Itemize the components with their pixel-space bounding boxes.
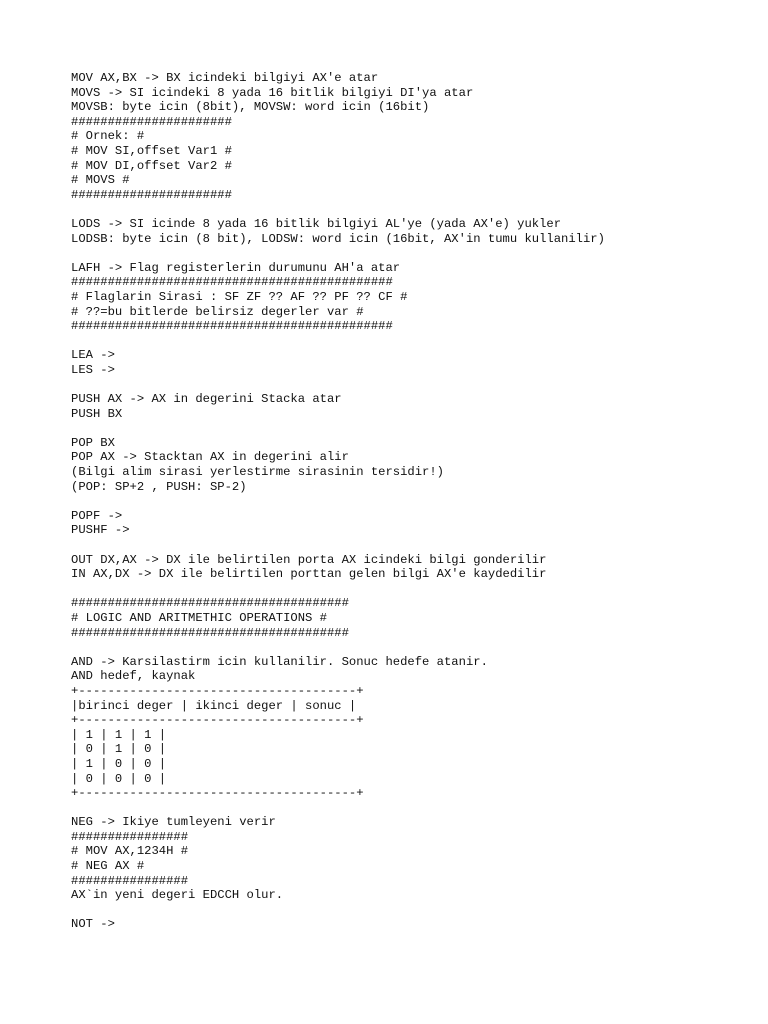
document-line: IN AX,DX -> DX ile belirtilen porttan gelen bilgi AX'e kaydedilir	[71, 567, 547, 582]
document-text	[71, 71, 605, 932]
document-line: AND -> Karsilastirm icin kullanilir. Sonuc hedefe atanir.	[71, 654, 488, 669]
document-line: MOV AX,BX -> BX icindeki bilgiyi AX'e atar	[71, 71, 379, 85]
document-line: # Flaglarin Sirasi : SF ZF ?? AF ?? PF ?? CF #	[71, 289, 408, 304]
document-line: # LOGIC AND ARITMETHIC OPERATIONS #	[71, 610, 327, 625]
document-line: # MOV SI,offset Var1 #	[71, 143, 232, 158]
document-line: # Ornek: #	[71, 129, 145, 144]
document-line: LEA ->	[71, 348, 115, 363]
document-line: PUSH AX -> AX in degerini Stacka atar	[71, 392, 342, 407]
document-line: ################	[71, 829, 189, 844]
document-line: +--------------------------------------+	[71, 683, 364, 698]
document-line: |birinci deger | ikinci deger | sonuc |	[71, 698, 357, 713]
document-line: (Bilgi alim sirasi yerlestirme sirasinin tersidir!)	[71, 465, 444, 480]
document-line: | 1 | 1 | 1 |	[71, 727, 167, 742]
document-line: AX`in yeni degeri EDCCH olur.	[71, 888, 284, 903]
document-line	[71, 377, 605, 392]
document-line: ######################	[71, 114, 232, 129]
document-line: | 0 | 0 | 0 |	[71, 771, 167, 786]
document-line: # ??=bu bitlerde belirsiz degerler var #	[71, 304, 364, 319]
document-line: OUT DX,AX -> DX ile belirtilen porta AX icindeki bilgi gonderilir	[71, 552, 547, 567]
document-line: LODS -> SI icinde 8 yada 16 bitlik bilgiyi AL'ye (yada AX'e) yukler	[71, 216, 562, 231]
document-line: POP BX	[71, 435, 115, 450]
document-line: (POP: SP+2 , PUSH: SP-2)	[71, 479, 247, 494]
document-line: AND hedef, kaynak	[71, 669, 196, 684]
document-line: POPF ->	[71, 508, 123, 523]
document-line: +--------------------------------------+	[71, 713, 364, 728]
document-line: ################	[71, 873, 189, 888]
document-line: | 1 | 0 | 0 |	[71, 756, 167, 771]
document-line	[71, 202, 605, 217]
document-line: ######################################	[71, 596, 349, 611]
document-line	[71, 246, 605, 261]
document-line: # NEG AX #	[71, 859, 145, 874]
document-line: # MOV AX,1234H #	[71, 844, 189, 859]
document-line: NEG -> Ikiye tumleyeni verir	[71, 815, 276, 830]
document-line: MOVSB: byte icin (8bit), MOVSW: word icin (16bit)	[71, 100, 430, 115]
document-line: | 0 | 1 | 0 |	[71, 742, 167, 757]
document-line: +--------------------------------------+	[71, 786, 364, 801]
document-line	[71, 582, 605, 597]
document-line	[71, 334, 605, 349]
document-line: ############################################	[71, 275, 393, 290]
document-line: LAFH -> Flag registerlerin durumunu AH'a atar	[71, 260, 401, 275]
document-line	[71, 903, 605, 918]
document-line: NOT ->	[71, 917, 115, 932]
document-line	[71, 640, 605, 655]
document-line: # MOVS #	[71, 173, 130, 188]
document-line	[71, 538, 605, 553]
document-line: ######################	[71, 187, 232, 202]
document-line: PUSH BX	[71, 406, 123, 421]
document-line: LES ->	[71, 362, 115, 377]
document-line: MOVS -> SI icindeki 8 yada 16 bitlik bilgiyi DI'ya atar	[71, 85, 474, 100]
document-line: ######################################	[71, 625, 349, 640]
document-line: ############################################	[71, 319, 393, 334]
document-line	[71, 494, 605, 509]
document-line	[71, 421, 605, 436]
document-line: # MOV DI,offset Var2 #	[71, 158, 232, 173]
document-line: POP AX -> Stacktan AX in degerini alir	[71, 450, 349, 465]
document-line	[71, 801, 605, 816]
document-line: PUSHF ->	[71, 523, 130, 538]
document-line: LODSB: byte icin (8 bit), LODSW: word icin (16bit, AX'in tumu kullanilir)	[71, 231, 605, 246]
